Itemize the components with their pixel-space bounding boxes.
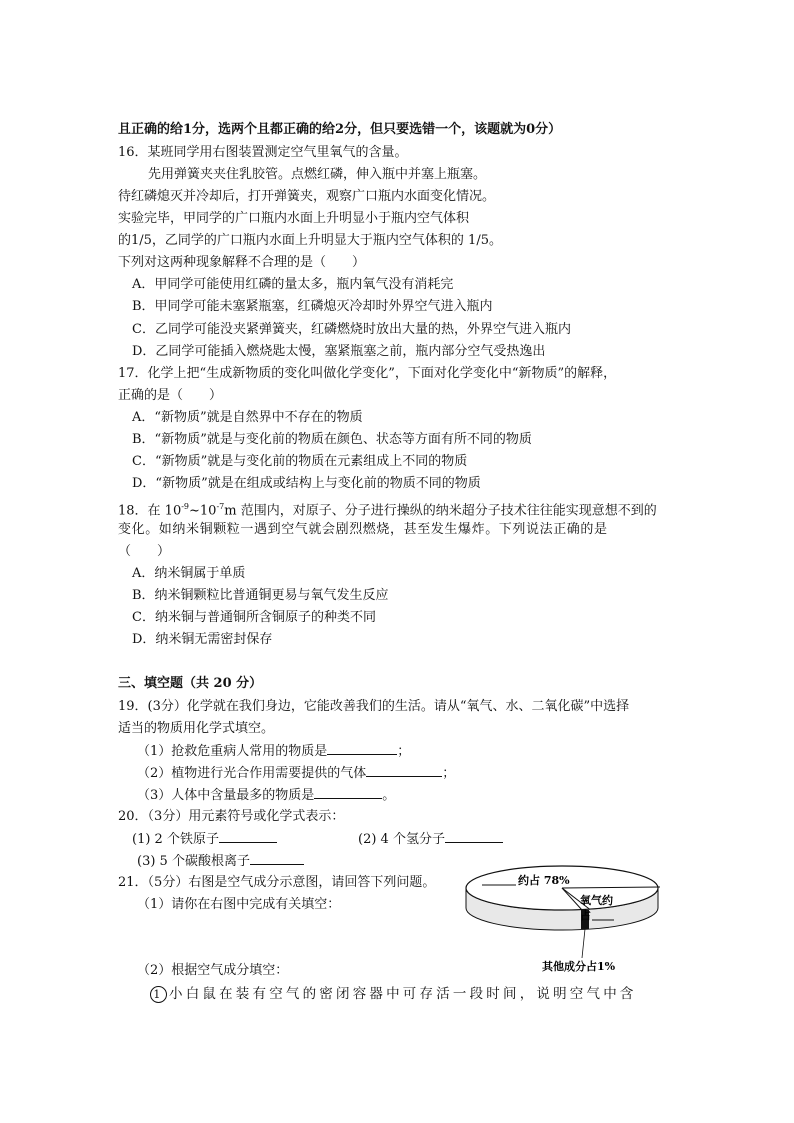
q16-option-c: C．乙同学可能没夹紧弹簧夹，红磷燃烧时放出大量的热，外界空气进入瓶内: [132, 322, 571, 337]
scoring-note: 且正确的给1分，选两个且都正确的给2分，但只要选错一个，该题就为0分）: [118, 122, 562, 137]
q18-option-d: D．纳米铜无需密封保存: [132, 632, 273, 647]
q19-item-3-text: （3）人体中含量最多的物质是: [137, 788, 315, 803]
q16-line-1: 16．某班同学用右图装置测定空气里氧气的含量。: [118, 145, 408, 160]
q16-option-a: A．甲同学可能使用红磷的量太多，瓶内氧气没有消耗完: [132, 277, 454, 292]
q16-line-2: 先用弹簧夹夹住乳胶管。点燃红磷，伸入瓶中并塞上瓶塞。: [148, 167, 487, 182]
label-oxygen-line1: 氧气约: [580, 894, 613, 907]
q17-option-d: D．“新物质”就是在组成或结构上与变化前的物质不同的物质: [132, 476, 481, 491]
q18-stem-mid: ~10: [189, 503, 217, 519]
q20-item-2: [358, 828, 503, 850]
q16-option-d: D．乙同学可能插入燃烧匙太慢，塞紧瓶塞之前，瓶内部分空气受热逸出: [132, 344, 546, 359]
label-other: 其他成分占1%: [542, 960, 616, 973]
q19-item-3: [137, 784, 395, 806]
q16-line-3: 待红磷熄灭并冷却后，打开弹簧夹，观察广口瓶内水面变化情况。: [118, 189, 496, 204]
q21-sub-1: [150, 983, 637, 1005]
q17-option-b: B．“新物质”就是与变化前的物质在颜色、状态等方面有所不同的物质: [132, 432, 532, 447]
q20-answer-blank-1[interactable]: [219, 828, 277, 843]
q19-answer-blank-3[interactable]: [314, 784, 382, 799]
q18-exponent-1: -9: [181, 502, 190, 511]
q19-item-1-end: ；: [397, 744, 411, 759]
q21-sub-1-text: 小白鼠在装有空气的密闭容器中可存活一段时间，说明空气中含: [169, 986, 637, 1002]
q20-item-1: [132, 828, 277, 850]
q17-option-a: A．“新物质”就是自然界中不存在的物质: [132, 410, 363, 425]
q17-line-2: 正确的是（ ）: [118, 388, 223, 403]
other-leader-line: [582, 929, 585, 958]
q19-item-2-text: （2）植物进行光合作用需要提供的气体: [137, 766, 367, 781]
q21-stem: 21．（5分）右图是空气成分示意图，请回答下列问题。: [118, 875, 436, 890]
q16-option-b: B．甲同学可能未塞紧瓶塞，红磷熄灭冷却时外界空气进入瓶内: [132, 299, 493, 314]
q19-line-1: 19．(3分）化学就在我们身边，它能改善我们的生活。请从“氧气、水、二氧化碳”中选择: [118, 699, 630, 714]
q20-item-1-text: (1) 2 个铁原子: [132, 832, 219, 847]
q19-item-1: [137, 740, 410, 762]
air-composition-pie-diagram: [464, 863, 664, 973]
q19-answer-blank-1[interactable]: [327, 740, 397, 755]
q19-item-1-text: （1）抢救危重病人常用的物质是: [137, 744, 328, 759]
q18-option-b: B．纳米铜颗粒比普通铜更易与氧气发生反应: [132, 588, 389, 603]
label-nitrogen: 约占 78%: [518, 874, 570, 887]
q16-line-4: 实验完毕，甲同学的广口瓶内水面上升明显小于瓶内空气体积: [118, 211, 470, 226]
q17-option-c: C．“新物质”就是与变化前的物质在元素组成上不同的物质: [132, 454, 468, 469]
q21-item-2: （2）根据空气成分填空：: [137, 963, 289, 978]
q18-option-c: C．纳米铜与普通铜所含铜原子的种类不同: [132, 610, 376, 625]
section-3-title: 三、填空题（共 20 分）: [118, 676, 263, 691]
q18-line-1: [118, 496, 657, 518]
q20-item-3: [137, 850, 304, 872]
q20-stem: 20．（3分）用元素符号或化学式表示：: [118, 809, 345, 824]
q18-line-3: （ ）: [118, 544, 171, 559]
q18-stem-prefix: 18．在 10: [118, 503, 182, 519]
q19-item-3-end: 。: [382, 788, 396, 803]
q18-option-a: A．纳米铜属于单质: [132, 566, 246, 581]
q19-answer-blank-2[interactable]: [366, 762, 442, 777]
q20-item-3-text: (3) 5 个碳酸根离子: [137, 854, 250, 869]
label-oxygen-line2: 占: [580, 909, 591, 922]
q19-item-2: [137, 762, 455, 784]
q18-stem-suffix: m 范围内，对原子、分子进行操纵的纳米超分子技术往往能实现意想不到的: [224, 503, 657, 519]
q17-line-1: 17．化学上把“生成新物质的变化叫做化学变化”，下面对化学变化中“新物质”的解释，: [118, 366, 617, 381]
q20-answer-blank-2[interactable]: [445, 828, 503, 843]
q18-exponent-2: -7: [216, 502, 225, 511]
q20-item-2-text: (2) 4 个氢分子: [358, 832, 445, 847]
q16-line-5: 的1/5，乙同学的广口瓶内水面上升明显大于瓶内空气体积的 1/5。: [118, 233, 502, 248]
q19-item-2-end: ；: [442, 766, 456, 781]
q19-line-2: 适当的物质用化学式填空。: [118, 721, 275, 736]
circled-number-1: 1: [150, 986, 167, 1003]
q18-line-2: 变化。如纳米铜颗粒一遇到空气就会剧烈燃烧，甚至发生爆炸。下列说法正确的是: [118, 522, 608, 537]
q20-answer-blank-3[interactable]: [250, 850, 304, 865]
q21-item-1: （1）请你在右图中完成有关填空：: [137, 897, 341, 912]
q16-line-6: 下列对这两种现象解释不合理的是（ ）: [118, 255, 366, 270]
